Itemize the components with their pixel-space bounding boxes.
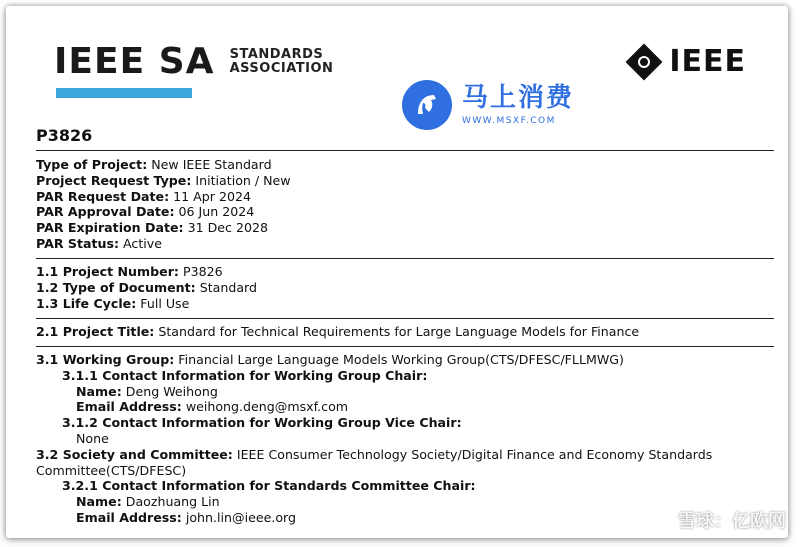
divider	[36, 150, 774, 151]
section-1	[36, 264, 776, 311]
info-row: 1.1 Project Number: P3826	[36, 264, 223, 279]
info-row: Type of Project: New IEEE Standard	[36, 157, 272, 172]
section-3	[36, 352, 776, 526]
msxf-name: 马上消费	[462, 83, 575, 113]
info-row: 1.2 Type of Document: Standard	[36, 279, 257, 295]
ieee-sa-accent-bar	[56, 88, 192, 98]
sc-chair-name: Name: Daozhuang Lin	[76, 494, 220, 510]
divider	[36, 258, 774, 259]
ieee-diamond-icon	[626, 43, 663, 80]
divider	[36, 318, 774, 319]
section-2	[36, 324, 776, 340]
info-row: PAR Status: Active	[36, 235, 162, 251]
divider	[36, 346, 774, 347]
ieee-sa-logo	[54, 41, 334, 82]
info-row: 1.3 Life Cycle: Full Use	[36, 295, 190, 311]
project-info	[36, 157, 776, 252]
wg-vice-chair-value: None	[76, 430, 109, 446]
ieee-sa-wordmark: STANDARDS ASSOCIATION	[229, 47, 334, 76]
info-row: PAR Approval Date: 06 Jun 2024	[36, 204, 255, 220]
info-row: Project Request Type: Initiation / New	[36, 172, 291, 188]
document-page	[6, 6, 788, 538]
msxf-url: WWW.MSXF.COM	[462, 116, 556, 126]
ieee-sa-mark: IEEE SA	[54, 41, 215, 82]
xueqiu-watermark: 雪球：亿欧网	[678, 511, 786, 532]
par-id: P3826	[36, 126, 93, 145]
working-group-row: 3.1 Working Group: Financial Large Language Models Working Group(CTS/DFESC/FLLMWG)	[36, 352, 624, 367]
sc-chair-heading: 3.2.1 Contact Information for Standards Committee Chair:	[62, 478, 476, 494]
wg-chair-heading: 3.1.1 Contact Information for Working Group Chair:	[62, 367, 428, 383]
project-title-row: 2.1 Project Title: Standard for Technical Requirements for Large Language Models for Finance	[36, 324, 640, 339]
sc-chair-email: Email Address: john.lin@ieee.org	[76, 509, 296, 525]
info-row: PAR Expiration Date: 31 Dec 2028	[36, 220, 269, 236]
wg-chair-email: Email Address: weihong.deng@msxf.com	[76, 399, 349, 415]
ieee-logo	[631, 44, 746, 79]
msxf-horse-icon	[402, 80, 452, 130]
wg-chair-name: Name: Deng Weihong	[76, 383, 218, 399]
info-row: PAR Request Date: 11 Apr 2024	[36, 188, 252, 204]
wg-vice-chair-heading: 3.1.2 Contact Information for Working Group Vice Chair:	[62, 415, 462, 431]
society-committee-row: 3.2 Society and Committee: IEEE Consumer Technology Society/Digital Finance and Economy Standards Committee(CTS/DFESC)	[36, 446, 713, 478]
msxf-watermark-logo	[402, 80, 574, 130]
ieee-wordmark: IEEE	[669, 44, 746, 79]
